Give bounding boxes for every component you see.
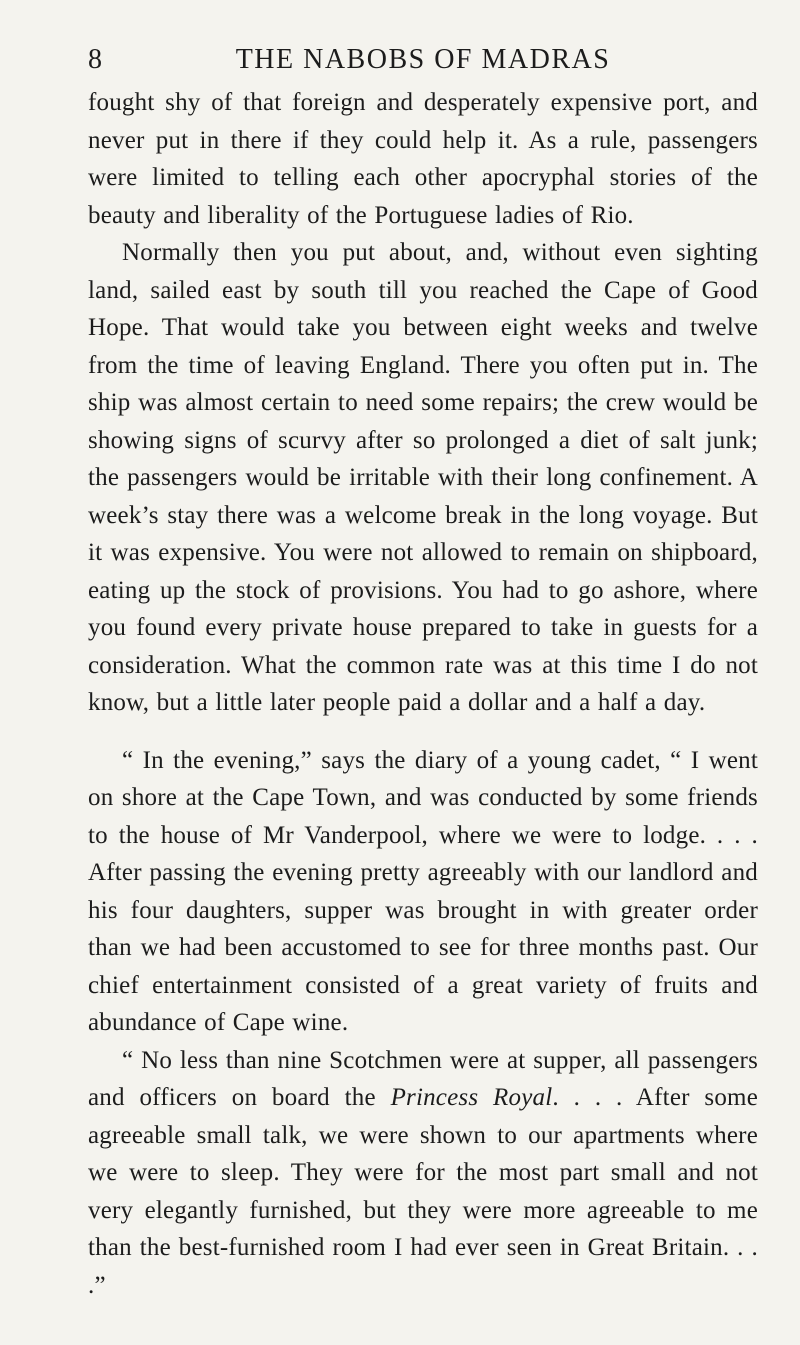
running-title: THE NABOBS OF MADRAS: [235, 44, 611, 75]
page-number: 8: [88, 44, 103, 75]
paragraph-4-text-end: . . . . After some agreeable small talk, we were shown to our apartments where we were to sleep. They were for the most part small and not very elegantly furnished, but they were more agreeable to me than the best-furnished room I had ever seen in Great Britain. . . .”: [88, 1084, 758, 1299]
paragraph-4-text-start: “ No less than nine Scotchmen were at supper, all passengers and officers on board the: [88, 1046, 758, 1111]
paragraph-3: “ In the evening,” says the diary of a young cadet, “ I went on shore at the Cape Town, and was conducted by some friends to the house of Mr Vanderpool, where we were to lodge. . . . After passing the evening pretty agreeably with our landlord and his four daughters, supper was brought in with greater order than we had been accustomed to see for three months past. Our chief entertainment consisted of a great variety of fruits and abundance of Cape wine.: [88, 746, 758, 1036]
paragraph-2: Normally then you put about, and, without even sighting land, sailed east by south till you reached the Cape of Good Hope. That would take you between eight weeks and twelve from the time of leaving England. There you often put in. The ship was almost certain to need some repairs; the crew would be showing signs of scurvy after so prolonged a diet of salt junk; the passengers would be irritable with their long confinement. A week’s stay there was a welcome break in the long voyage. But it was expensive. You were not allowed to remain on shipboard, eating up the stock of provisions. You had to go ashore, where you found every private house prepared to take in guests for a consideration. What the common rate was at this time I do not know, but a little later people paid a dollar and a half a day.: [88, 239, 758, 716]
paragraph-4: [88, 1042, 758, 1305]
ship-name: Princess Royal: [390, 1084, 553, 1111]
body-text: [88, 84, 758, 1304]
page-header: [88, 40, 758, 80]
book-page: [88, 40, 758, 1304]
paragraph-1: fought shy of that foreign and desperately expensive port, and never put in there if they could help it. As a rule, passengers were limited to telling each other apocryphal stories of the beauty and liberality of the Portuguese ladies of Rio.: [88, 89, 758, 229]
